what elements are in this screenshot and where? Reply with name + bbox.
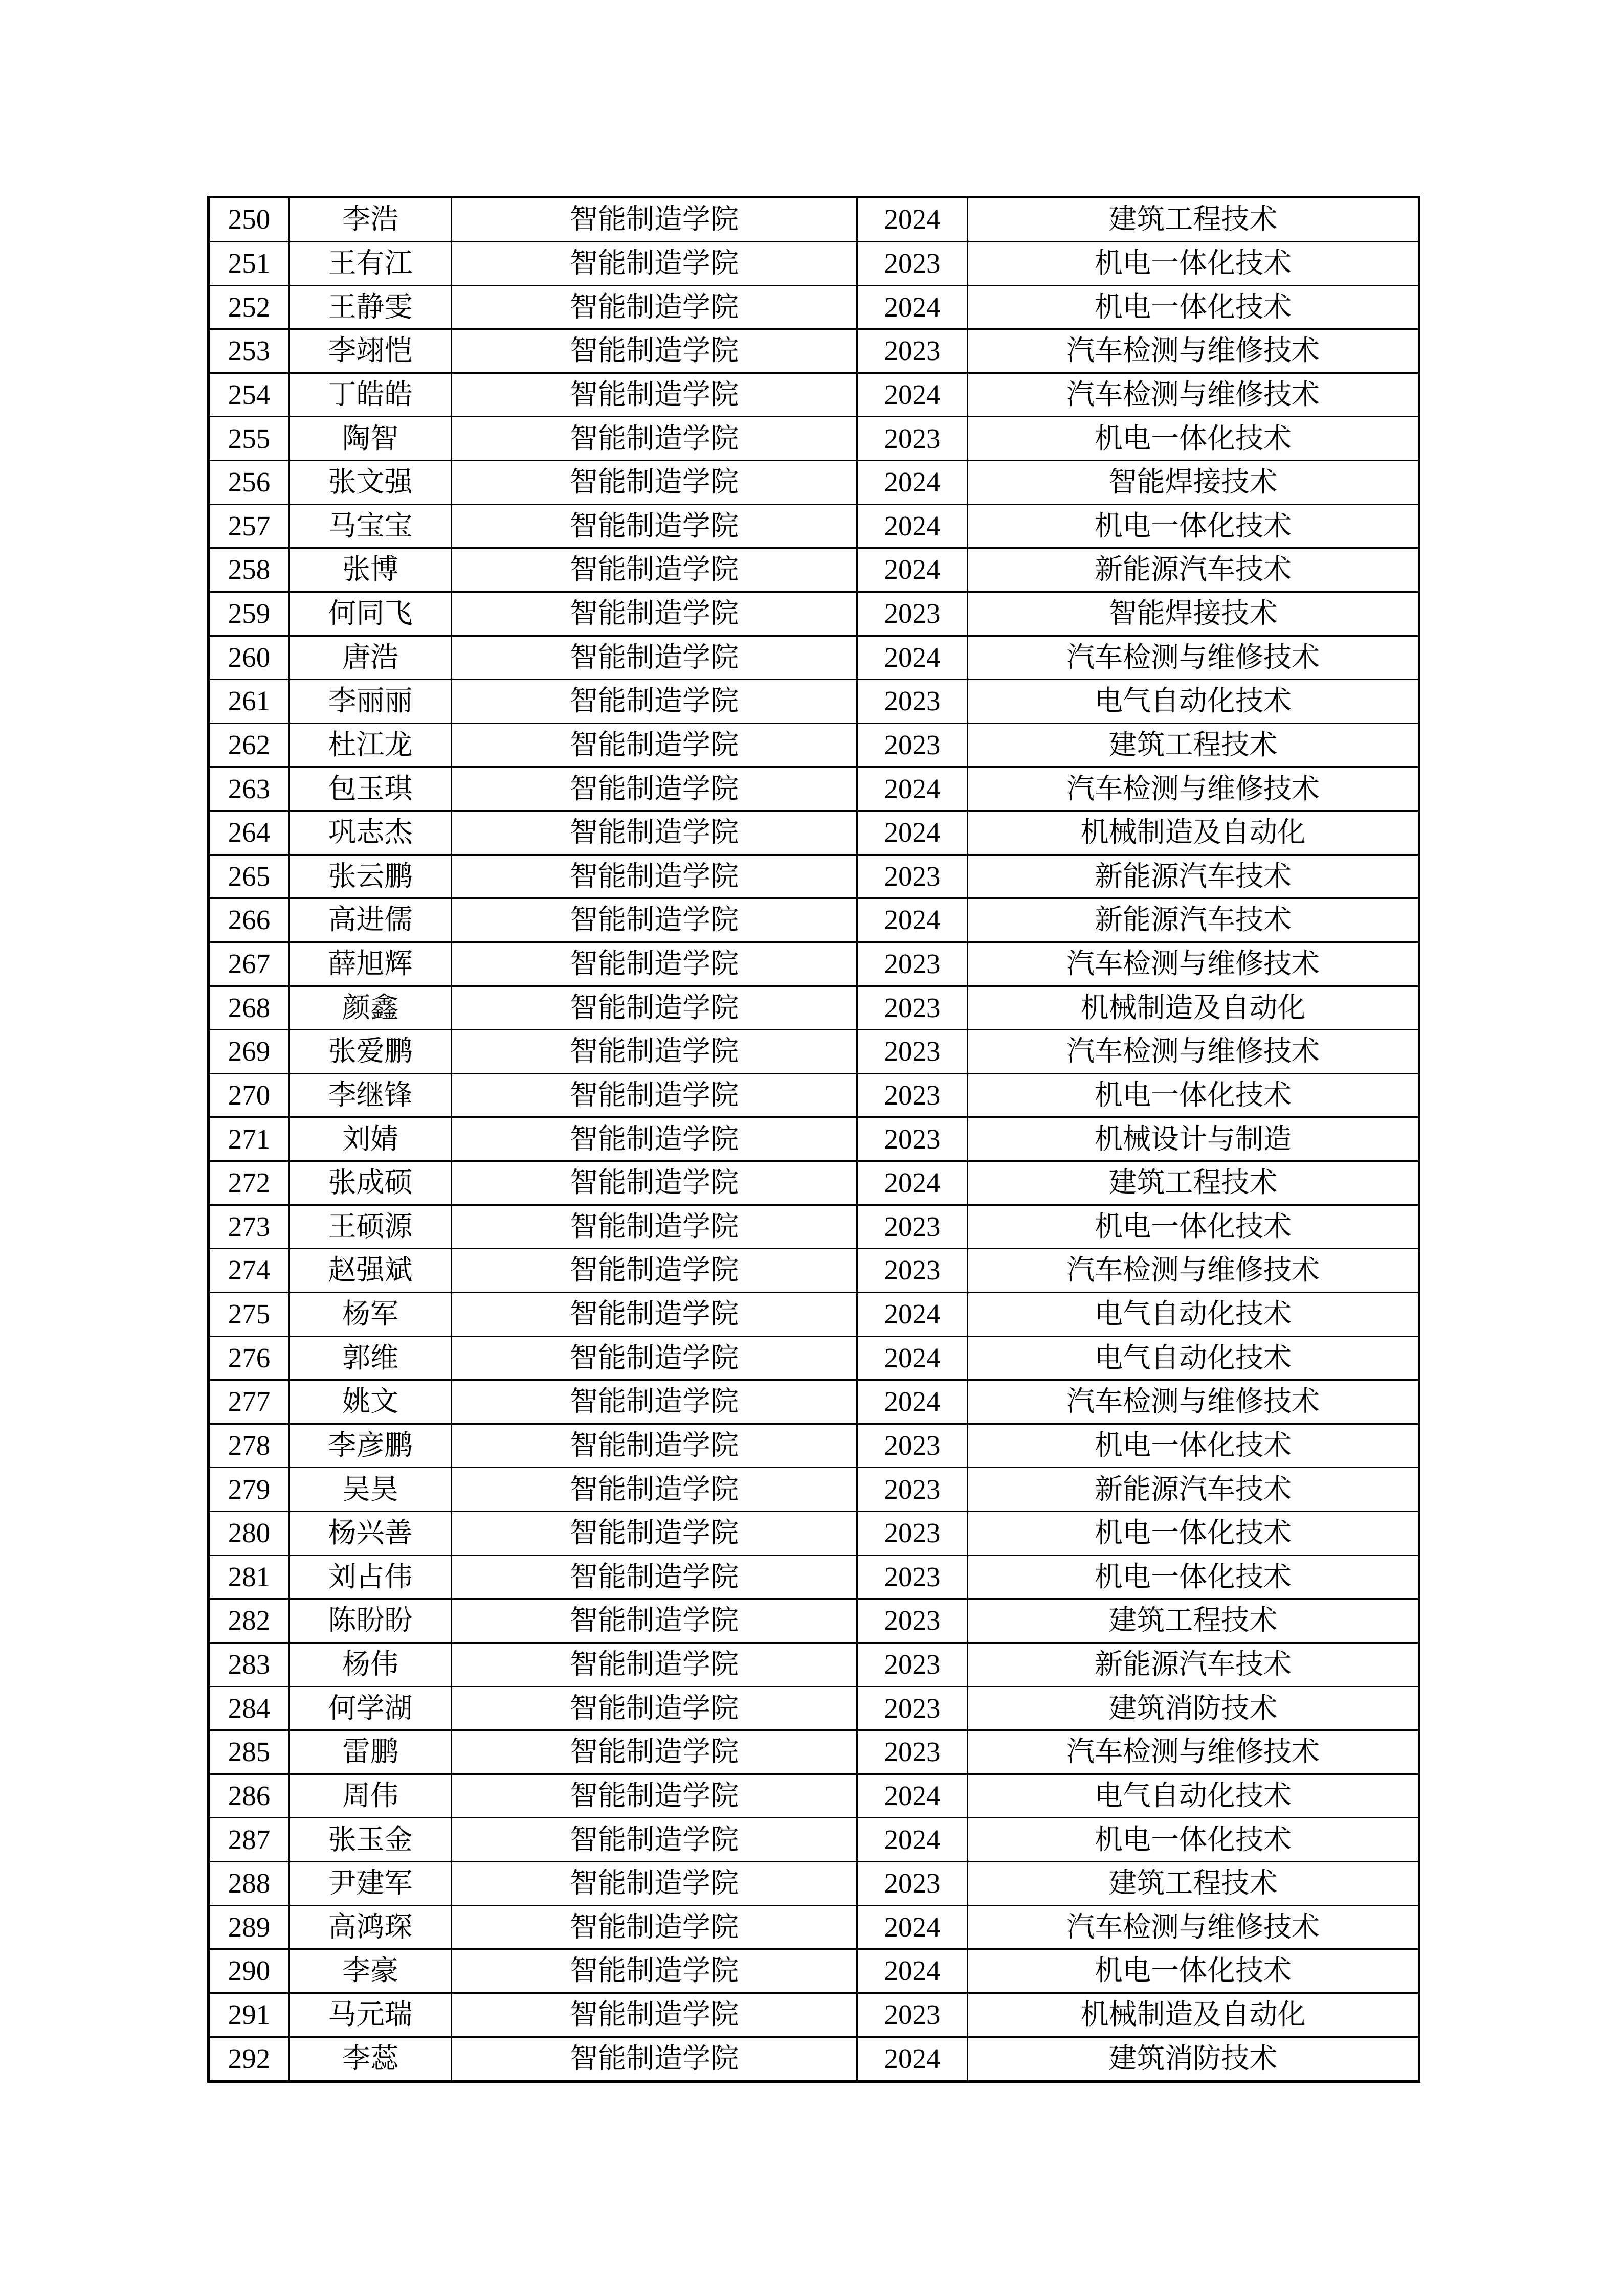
cell-college: 智能制造学院	[452, 329, 857, 373]
cell-row-number: 267	[209, 942, 290, 986]
cell-major: 建筑消防技术	[968, 1686, 1419, 1730]
cell-major: 汽车检测与维修技术	[968, 1380, 1419, 1424]
table-row	[209, 1073, 1419, 1117]
cell-college: 智能制造学院	[452, 417, 857, 461]
cell-student-name: 尹建军	[290, 1862, 452, 1906]
cell-row-number: 275	[209, 1292, 290, 1336]
cell-student-name: 李浩	[290, 197, 452, 242]
cell-admission-year: 2024	[857, 1292, 968, 1336]
table-row	[209, 1205, 1419, 1249]
cell-admission-year: 2024	[857, 1905, 968, 1949]
cell-student-name: 李翊恺	[290, 329, 452, 373]
cell-row-number: 292	[209, 2037, 290, 2081]
cell-student-name: 杜江龙	[290, 723, 452, 767]
table-row	[209, 1292, 1419, 1336]
cell-admission-year: 2024	[857, 285, 968, 329]
cell-college: 智能制造学院	[452, 1205, 857, 1249]
cell-college: 智能制造学院	[452, 548, 857, 592]
table-row	[209, 1949, 1419, 1993]
cell-major: 新能源汽车技术	[968, 1468, 1419, 1512]
cell-student-name: 张文强	[290, 461, 452, 505]
cell-major: 机械制造及自动化	[968, 811, 1419, 855]
cell-student-name: 王有江	[290, 241, 452, 285]
student-roster-table	[207, 196, 1420, 2083]
cell-student-name: 马元瑞	[290, 1993, 452, 2037]
cell-major: 汽车检测与维修技术	[968, 1905, 1419, 1949]
table-row	[209, 636, 1419, 680]
cell-major: 新能源汽车技术	[968, 548, 1419, 592]
cell-admission-year: 2023	[857, 1730, 968, 1774]
table-row	[209, 986, 1419, 1030]
cell-student-name: 吴昊	[290, 1468, 452, 1512]
cell-college: 智能制造学院	[452, 1642, 857, 1686]
cell-student-name: 李豪	[290, 1949, 452, 1993]
table-row	[209, 1818, 1419, 1862]
cell-student-name: 姚文	[290, 1380, 452, 1424]
cell-row-number: 250	[209, 197, 290, 242]
cell-student-name: 何学湖	[290, 1686, 452, 1730]
cell-college: 智能制造学院	[452, 1905, 857, 1949]
cell-college: 智能制造学院	[452, 1073, 857, 1117]
cell-row-number: 290	[209, 1949, 290, 1993]
cell-row-number: 279	[209, 1468, 290, 1512]
cell-student-name: 李彦鹏	[290, 1424, 452, 1468]
cell-admission-year: 2024	[857, 898, 968, 942]
cell-row-number: 266	[209, 898, 290, 942]
cell-row-number: 291	[209, 1993, 290, 2037]
table-row	[209, 285, 1419, 329]
cell-student-name: 杨伟	[290, 1642, 452, 1686]
cell-major: 机电一体化技术	[968, 1073, 1419, 1117]
table-row	[209, 1599, 1419, 1643]
cell-row-number: 260	[209, 636, 290, 680]
cell-student-name: 王硕源	[290, 1205, 452, 1249]
cell-admission-year: 2023	[857, 1512, 968, 1556]
cell-college: 智能制造学院	[452, 197, 857, 242]
cell-major: 新能源汽车技术	[968, 1642, 1419, 1686]
cell-admission-year: 2023	[857, 1993, 968, 2037]
table-row	[209, 1030, 1419, 1074]
cell-major: 机电一体化技术	[968, 1949, 1419, 1993]
cell-admission-year: 2024	[857, 811, 968, 855]
table-row	[209, 504, 1419, 548]
cell-admission-year: 2024	[857, 1380, 968, 1424]
cell-college: 智能制造学院	[452, 1380, 857, 1424]
cell-major: 新能源汽车技术	[968, 854, 1419, 898]
cell-admission-year: 2023	[857, 1205, 968, 1249]
cell-major: 机电一体化技术	[968, 504, 1419, 548]
cell-college: 智能制造学院	[452, 680, 857, 724]
cell-major: 汽车检测与维修技术	[968, 942, 1419, 986]
cell-college: 智能制造学院	[452, 1249, 857, 1293]
cell-student-name: 马宝宝	[290, 504, 452, 548]
cell-admission-year: 2024	[857, 2037, 968, 2081]
cell-college: 智能制造学院	[452, 723, 857, 767]
cell-admission-year: 2023	[857, 854, 968, 898]
cell-major: 机械制造及自动化	[968, 986, 1419, 1030]
cell-student-name: 高进儒	[290, 898, 452, 942]
table-row	[209, 548, 1419, 592]
cell-admission-year: 2024	[857, 548, 968, 592]
cell-row-number: 257	[209, 504, 290, 548]
cell-major: 电气自动化技术	[968, 680, 1419, 724]
cell-student-name: 杨兴善	[290, 1512, 452, 1556]
cell-college: 智能制造学院	[452, 1030, 857, 1074]
cell-major: 机电一体化技术	[968, 285, 1419, 329]
cell-college: 智能制造学院	[452, 1818, 857, 1862]
cell-college: 智能制造学院	[452, 1555, 857, 1599]
cell-admission-year: 2023	[857, 986, 968, 1030]
cell-row-number: 261	[209, 680, 290, 724]
cell-row-number: 253	[209, 329, 290, 373]
cell-major: 机电一体化技术	[968, 417, 1419, 461]
cell-college: 智能制造学院	[452, 1993, 857, 2037]
table-row	[209, 1424, 1419, 1468]
cell-admission-year: 2024	[857, 767, 968, 811]
table-row	[209, 197, 1419, 242]
cell-college: 智能制造学院	[452, 504, 857, 548]
cell-student-name: 周伟	[290, 1774, 452, 1818]
cell-student-name: 何同飞	[290, 592, 452, 636]
cell-row-number: 254	[209, 373, 290, 417]
cell-college: 智能制造学院	[452, 636, 857, 680]
cell-college: 智能制造学院	[452, 811, 857, 855]
cell-row-number: 277	[209, 1380, 290, 1424]
cell-student-name: 李丽丽	[290, 680, 452, 724]
table-row	[209, 1161, 1419, 1205]
cell-row-number: 271	[209, 1117, 290, 1161]
cell-college: 智能制造学院	[452, 1292, 857, 1336]
cell-major: 智能焊接技术	[968, 592, 1419, 636]
cell-row-number: 280	[209, 1512, 290, 1556]
table-row	[209, 1993, 1419, 2037]
cell-student-name: 杨军	[290, 1292, 452, 1336]
table-row	[209, 461, 1419, 505]
cell-student-name: 王静雯	[290, 285, 452, 329]
cell-student-name: 巩志杰	[290, 811, 452, 855]
cell-college: 智能制造学院	[452, 1117, 857, 1161]
cell-student-name: 高鸿琛	[290, 1905, 452, 1949]
cell-student-name: 刘占伟	[290, 1555, 452, 1599]
cell-major: 汽车检测与维修技术	[968, 767, 1419, 811]
cell-college: 智能制造学院	[452, 285, 857, 329]
table-row	[209, 592, 1419, 636]
table-row	[209, 942, 1419, 986]
cell-college: 智能制造学院	[452, 1468, 857, 1512]
cell-college: 智能制造学院	[452, 1424, 857, 1468]
cell-student-name: 雷鹏	[290, 1730, 452, 1774]
cell-row-number: 282	[209, 1599, 290, 1643]
cell-student-name: 李蕊	[290, 2037, 452, 2081]
cell-college: 智能制造学院	[452, 592, 857, 636]
cell-admission-year: 2023	[857, 329, 968, 373]
cell-student-name: 包玉琪	[290, 767, 452, 811]
table-row	[209, 898, 1419, 942]
cell-row-number: 287	[209, 1818, 290, 1862]
cell-major: 机电一体化技术	[968, 1424, 1419, 1468]
cell-row-number: 259	[209, 592, 290, 636]
cell-major: 汽车检测与维修技术	[968, 636, 1419, 680]
cell-college: 智能制造学院	[452, 1862, 857, 1906]
cell-college: 智能制造学院	[452, 1161, 857, 1205]
cell-student-name: 刘婧	[290, 1117, 452, 1161]
cell-row-number: 276	[209, 1336, 290, 1380]
cell-student-name: 丁皓皓	[290, 373, 452, 417]
cell-major: 汽车检测与维修技术	[968, 1249, 1419, 1293]
cell-row-number: 270	[209, 1073, 290, 1117]
cell-major: 智能焊接技术	[968, 461, 1419, 505]
table-row	[209, 1336, 1419, 1380]
table-row	[209, 1512, 1419, 1556]
cell-row-number: 256	[209, 461, 290, 505]
cell-college: 智能制造学院	[452, 854, 857, 898]
cell-admission-year: 2023	[857, 1117, 968, 1161]
cell-major: 建筑消防技术	[968, 2037, 1419, 2081]
cell-college: 智能制造学院	[452, 1336, 857, 1380]
cell-admission-year: 2024	[857, 1161, 968, 1205]
cell-college: 智能制造学院	[452, 986, 857, 1030]
table-row	[209, 1380, 1419, 1424]
cell-row-number: 284	[209, 1686, 290, 1730]
cell-student-name: 赵强斌	[290, 1249, 452, 1293]
cell-major: 电气自动化技术	[968, 1336, 1419, 1380]
cell-major: 汽车检测与维修技术	[968, 1730, 1419, 1774]
cell-college: 智能制造学院	[452, 1774, 857, 1818]
cell-row-number: 255	[209, 417, 290, 461]
cell-admission-year: 2024	[857, 1336, 968, 1380]
cell-college: 智能制造学院	[452, 767, 857, 811]
cell-admission-year: 2023	[857, 680, 968, 724]
cell-major: 电气自动化技术	[968, 1774, 1419, 1818]
cell-row-number: 262	[209, 723, 290, 767]
cell-major: 汽车检测与维修技术	[968, 373, 1419, 417]
cell-row-number: 286	[209, 1774, 290, 1818]
cell-row-number: 265	[209, 854, 290, 898]
cell-college: 智能制造学院	[452, 373, 857, 417]
cell-major: 机电一体化技术	[968, 1512, 1419, 1556]
cell-admission-year: 2024	[857, 461, 968, 505]
table-row	[209, 1117, 1419, 1161]
cell-admission-year: 2023	[857, 1249, 968, 1293]
cell-student-name: 李继锋	[290, 1073, 452, 1117]
cell-admission-year: 2023	[857, 1468, 968, 1512]
cell-student-name: 郭维	[290, 1336, 452, 1380]
cell-student-name: 陶智	[290, 417, 452, 461]
table-row	[209, 241, 1419, 285]
cell-student-name: 张博	[290, 548, 452, 592]
cell-major: 机电一体化技术	[968, 1555, 1419, 1599]
cell-row-number: 264	[209, 811, 290, 855]
cell-row-number: 258	[209, 548, 290, 592]
cell-row-number: 283	[209, 1642, 290, 1686]
cell-college: 智能制造学院	[452, 942, 857, 986]
cell-college: 智能制造学院	[452, 1730, 857, 1774]
table-row	[209, 1905, 1419, 1949]
cell-row-number: 288	[209, 1862, 290, 1906]
cell-college: 智能制造学院	[452, 1686, 857, 1730]
cell-row-number: 289	[209, 1905, 290, 1949]
table-row	[209, 811, 1419, 855]
cell-admission-year: 2023	[857, 417, 968, 461]
cell-major: 建筑工程技术	[968, 1599, 1419, 1643]
cell-major: 建筑工程技术	[968, 197, 1419, 242]
table-row	[209, 1555, 1419, 1599]
cell-major: 机电一体化技术	[968, 241, 1419, 285]
table-row	[209, 1249, 1419, 1293]
cell-row-number: 268	[209, 986, 290, 1030]
cell-row-number: 281	[209, 1555, 290, 1599]
cell-major: 机电一体化技术	[968, 1818, 1419, 1862]
cell-admission-year: 2023	[857, 1599, 968, 1643]
table-row	[209, 1730, 1419, 1774]
cell-admission-year: 2024	[857, 197, 968, 242]
cell-major: 建筑工程技术	[968, 723, 1419, 767]
cell-admission-year: 2023	[857, 241, 968, 285]
table-row	[209, 767, 1419, 811]
cell-row-number: 273	[209, 1205, 290, 1249]
cell-row-number: 285	[209, 1730, 290, 1774]
cell-student-name: 唐浩	[290, 636, 452, 680]
cell-admission-year: 2023	[857, 1642, 968, 1686]
cell-student-name: 张成硕	[290, 1161, 452, 1205]
cell-admission-year: 2023	[857, 1686, 968, 1730]
cell-college: 智能制造学院	[452, 241, 857, 285]
cell-row-number: 263	[209, 767, 290, 811]
table-row	[209, 329, 1419, 373]
cell-admission-year: 2024	[857, 636, 968, 680]
cell-admission-year: 2024	[857, 504, 968, 548]
cell-admission-year: 2023	[857, 723, 968, 767]
cell-admission-year: 2023	[857, 1555, 968, 1599]
cell-major: 机电一体化技术	[968, 1205, 1419, 1249]
cell-major: 电气自动化技术	[968, 1292, 1419, 1336]
cell-major: 建筑工程技术	[968, 1161, 1419, 1205]
cell-college: 智能制造学院	[452, 1512, 857, 1556]
table-row	[209, 373, 1419, 417]
table-row	[209, 417, 1419, 461]
cell-admission-year: 2024	[857, 1949, 968, 1993]
cell-row-number: 278	[209, 1424, 290, 1468]
cell-major: 汽车检测与维修技术	[968, 1030, 1419, 1074]
table-row	[209, 723, 1419, 767]
cell-major: 建筑工程技术	[968, 1862, 1419, 1906]
table-row	[209, 1642, 1419, 1686]
table-row	[209, 2037, 1419, 2081]
cell-student-name: 颜鑫	[290, 986, 452, 1030]
cell-major: 新能源汽车技术	[968, 898, 1419, 942]
table-row	[209, 1862, 1419, 1906]
cell-admission-year: 2023	[857, 1424, 968, 1468]
table-row	[209, 680, 1419, 724]
cell-admission-year: 2023	[857, 942, 968, 986]
cell-row-number: 251	[209, 241, 290, 285]
cell-college: 智能制造学院	[452, 461, 857, 505]
cell-student-name: 薛旭辉	[290, 942, 452, 986]
table-row	[209, 1686, 1419, 1730]
cell-college: 智能制造学院	[452, 1949, 857, 1993]
cell-major: 机械设计与制造	[968, 1117, 1419, 1161]
cell-admission-year: 2023	[857, 592, 968, 636]
cell-row-number: 272	[209, 1161, 290, 1205]
cell-admission-year: 2023	[857, 1030, 968, 1074]
cell-student-name: 张爱鹏	[290, 1030, 452, 1074]
cell-student-name: 陈盼盼	[290, 1599, 452, 1643]
cell-row-number: 274	[209, 1249, 290, 1293]
table-row	[209, 1468, 1419, 1512]
cell-admission-year: 2024	[857, 1774, 968, 1818]
cell-college: 智能制造学院	[452, 2037, 857, 2081]
student-roster-body	[209, 197, 1419, 2082]
cell-admission-year: 2023	[857, 1862, 968, 1906]
cell-college: 智能制造学院	[452, 1599, 857, 1643]
cell-major: 汽车检测与维修技术	[968, 329, 1419, 373]
cell-major: 机械制造及自动化	[968, 1993, 1419, 2037]
table-row	[209, 1774, 1419, 1818]
cell-row-number: 269	[209, 1030, 290, 1074]
cell-college: 智能制造学院	[452, 898, 857, 942]
cell-student-name: 张云鹏	[290, 854, 452, 898]
cell-admission-year: 2023	[857, 1073, 968, 1117]
table-row	[209, 854, 1419, 898]
cell-admission-year: 2024	[857, 1818, 968, 1862]
cell-row-number: 252	[209, 285, 290, 329]
cell-admission-year: 2024	[857, 373, 968, 417]
cell-student-name: 张玉金	[290, 1818, 452, 1862]
